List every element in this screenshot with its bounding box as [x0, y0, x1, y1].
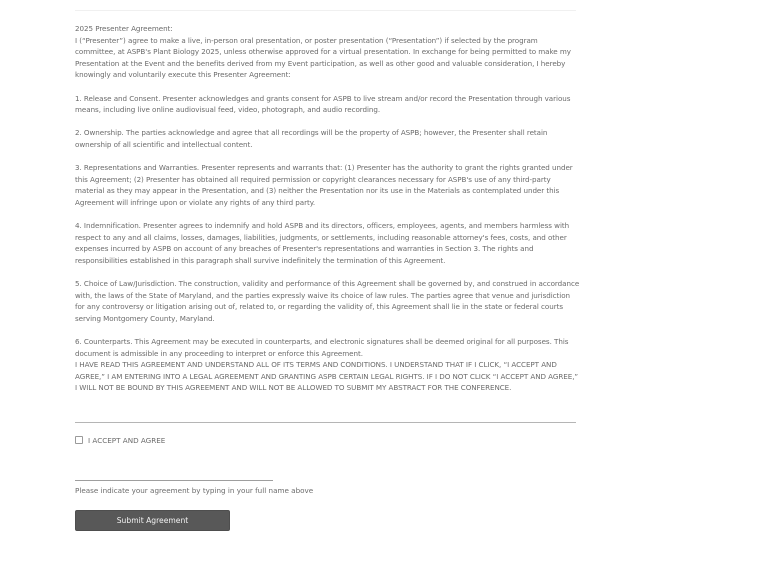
- accept-agree-row[interactable]: [75, 434, 165, 446]
- acknowledgement-text: I HAVE READ THIS AGREEMENT AND UNDERSTAND ALL OF ITS TERMS AND CONDITIONS. I UNDERSTAND THAT IF I CLICK, “I ACCEPT AND AGREE,” I AM ENTERING INTO A LEGAL AGREEMENT AND GRANTING ASPB CERTAIN LEGAL RIGHTS. IF I DO NOT CLICK “I ACCEPT AND AGREE,” I WILL NOT BE BOUND BY THIS AGREEMENT AND WILL NOT BE ALLOWED TO SUBMIT MY ABSTRACT FOR THE CONFERENCE.: [75, 360, 579, 393]
- section-release-consent: 1. Release and Consent. Presenter acknowledges and grants consent for ASPB to live stream and/or record the Presentation through various means, including live online audiovisual feed, video, photograph, and audio recording.: [75, 93, 571, 115]
- accept-agree-label: I ACCEPT AND AGREE: [88, 435, 166, 445]
- bottom-divider: [75, 422, 576, 423]
- section-indemnification: 4. Indemnification. Presenter agrees to indemnify and hold ASPB and its directors, officers, employees, agents, and members harmless with respect to any and all claims, losses, damages, liabilities, judgments, or settlements, including reasonable attorney's fees, costs, and other expenses incurred by ASPB on account of any breaches of Presenter's representations and warranties in Section 3. The rights and responsibilities established in this paragraph shall survive indefinitely the termination of this Agreement.: [75, 221, 570, 265]
- agreement-text: [75, 23, 580, 394]
- agreement-intro: I (“Presenter”) agree to make a live, in-person oral presentation, or poster presentation (“Presentation”) if selected by the program committee, at ASPB's Plant Biology 2025, unless otherwise approved for a virtual presentation. In exchange for being permitted to make my Presentation at the Event and the benefits derived from my Event participation, as well as other good and valuable consideration, I hereby knowingly and voluntarily execute this Presenter Agreement:: [75, 35, 571, 80]
- section-choice-of-law: 5. Choice of Law/Jurisdiction. The construction, validity and performance of this Agreement shall be governed by, and construed in accordance with, the laws of the State of Maryland, and the parties expressly waive its choice of law rules. The parties agree that venue and jurisdiction for any controversy or litigation arising out of, related to, or regarding the validity of, this Agreement shall lie in the state or federal courts serving Montgomery County, Maryland.: [75, 279, 580, 323]
- section-ownership: 2. Ownership. The parties acknowledge and agree that all recordings will be the property of ASPB; however, the Presenter shall retain ownership of all scientific and intellectual content.: [75, 128, 548, 149]
- full-name-input[interactable]: [75, 464, 273, 481]
- section-counterparts: 6. Counterparts. This Agreement may be executed in counterparts, and electronic signatures shall be deemed original for all purposes. This document is admissible in any proceeding to interpret or enforce this Agreement.: [75, 337, 569, 358]
- top-divider: [75, 10, 576, 11]
- accept-agree-checkbox[interactable]: [75, 436, 83, 444]
- full-name-hint: Please indicate your agreement by typing in your full name above: [75, 486, 314, 495]
- submit-agreement-button[interactable]: Submit Agreement: [75, 510, 230, 531]
- agreement-title: 2025 Presenter Agreement:: [75, 24, 173, 33]
- section-representations-warranties: 3. Representations and Warranties. Presenter represents and warrants that: (1) Presenter has the authority to grant the rights granted under this Agreement; (2) Presenter has obtained all required permission or copyright clearances necessary for ASPB's use of any third-party material as they may appear in the Presentation, and (3) neither the Presentation nor its use in the Materials as contemplated under this Agreement will infringe upon or violate any rights of any third party.: [75, 163, 573, 207]
